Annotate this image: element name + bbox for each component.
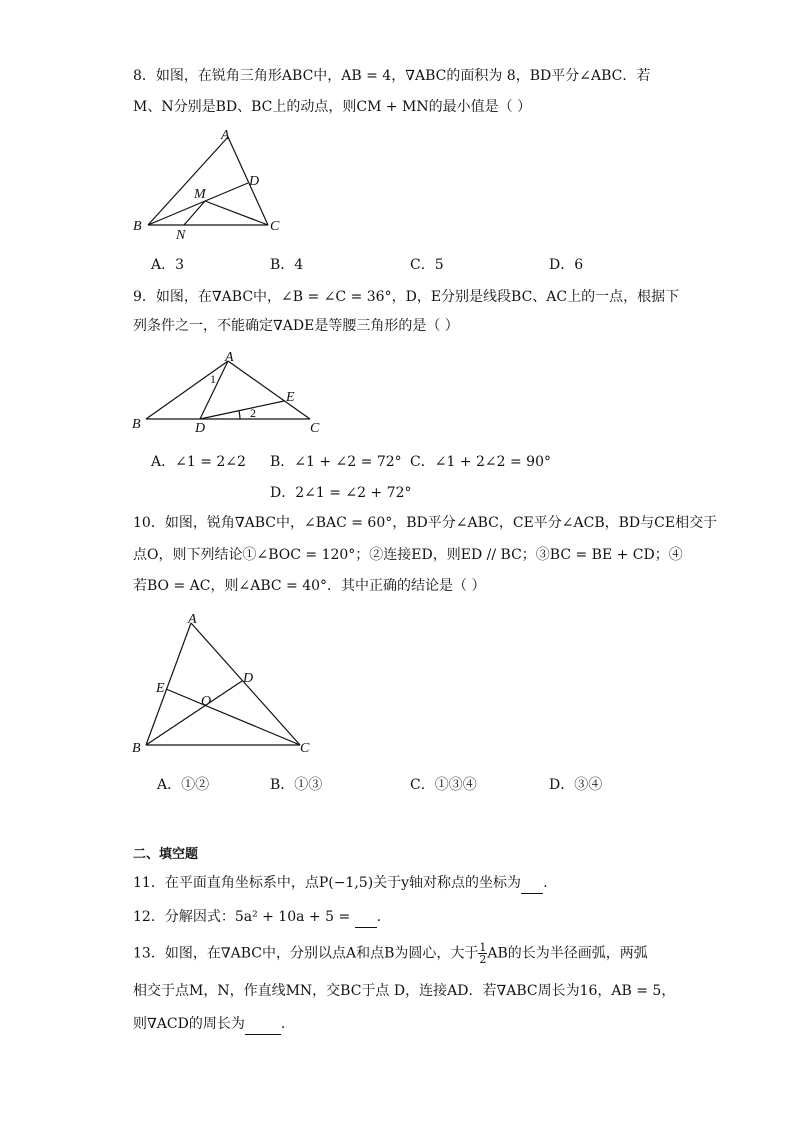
q13-line3-text: 则∇ACD的周长为 (133, 1016, 245, 1032)
q8-label-b: B (133, 219, 142, 234)
q10-line2: 点O，则下列结论①∠BOC = 120°；②连接ED，则ED // BC；③BC = BE + CD；④ (133, 547, 683, 563)
q12-answer-blank[interactable] (355, 907, 377, 928)
q9-label-angle-1: 1 (210, 372, 216, 386)
q10-side-ab (146, 623, 191, 745)
q9-label-d: D (195, 421, 206, 435)
q13-fraction (478, 942, 487, 965)
q13-answer-blank[interactable] (245, 1014, 281, 1035)
q10-label-a: A (188, 612, 197, 627)
q9-option-a[interactable]: A．∠1 = 2∠2 (151, 454, 246, 470)
q9-label-angle-2: 2 (250, 406, 256, 420)
q12-end: . (376, 909, 382, 925)
q11-answer-blank[interactable] (521, 873, 543, 894)
q10-line3: 若BO = AC，则∠ABC = 40°．其中正确的结论是（ ） (133, 578, 486, 594)
q10-label-d: D (243, 671, 254, 686)
q10-label-b: B (132, 741, 141, 755)
q9-option-b[interactable]: B．∠1 + ∠2 = 72° (270, 454, 402, 470)
q13-line2: 相交于点M，N，作直线MN，交BC于点 D，连接AD．若∇ABC周长为16，AB = 5， (133, 983, 676, 999)
q11-end: . (543, 875, 548, 891)
q10-option-d[interactable]: D．③④ (549, 777, 603, 793)
q9-segment-de (200, 401, 284, 419)
q8-figure (128, 125, 298, 245)
q9-line1: 9．如图，在∇ABC中，∠B = ∠C = 36°，D，E分别是线段BC、AC上的一点，根据下 (133, 289, 680, 305)
q9-side-ab (146, 361, 228, 419)
q8-label-d: D (249, 174, 260, 189)
q8-option-c[interactable]: C．5 (410, 257, 444, 273)
q10-label-c: C (300, 741, 310, 755)
q11-line (133, 873, 548, 894)
q9-label-c: C (310, 421, 320, 435)
q12-text: 12．分解因式：5a² + 10a + 5 = (133, 909, 351, 925)
q13-end: . (280, 1016, 286, 1032)
q10-option-a[interactable]: A．①② (157, 777, 210, 793)
q10-option-c[interactable]: C．①③④ (410, 777, 477, 793)
q9-option-d[interactable]: D．2∠1 = ∠2 + 72° (270, 485, 412, 501)
q8-side-ab (148, 137, 228, 225)
q9-label-b: B (132, 417, 141, 432)
q10-line1: 10．如图，锐角∇ABC中，∠BAC = 60°，BD平分∠ABC，CE平分∠ACB，BD与CE相交于 (133, 515, 718, 531)
q9-line2: 列条件之一，不能确定∇ADE是等腰三角形的是（ ） (133, 318, 459, 334)
q10-label-o: O (201, 694, 212, 709)
q8-option-b[interactable]: B．4 (270, 257, 304, 273)
q9-label-e: E (286, 390, 295, 405)
q8-option-a[interactable]: A．3 (151, 257, 185, 273)
q9-option-c[interactable]: C．∠1 + 2∠2 = 90° (410, 454, 551, 470)
q10-figure (128, 605, 328, 755)
q13-line3 (133, 1014, 285, 1035)
q9-figure (128, 345, 328, 435)
q10-segment-ce (166, 689, 300, 745)
q8-line1: 8．如图，在锐角三角形ABC中，AB = 4，∇ABC的面积为 8，BD平分∠ABC．若 (133, 68, 651, 84)
q13-line1 (133, 942, 648, 965)
q8-label-n: N (176, 228, 186, 243)
q9-segment-ad (200, 361, 228, 419)
q13-frac-top: 1 (479, 941, 487, 954)
q10-option-b[interactable]: B．①③ (270, 777, 323, 793)
section-title: 二、填空题 (133, 847, 199, 862)
q8-label-c: C (270, 219, 280, 234)
q11-text: 11．在平面直角坐标系中，点P(−1,5)关于y轴对称点的坐标为 (133, 875, 522, 891)
q13-line1-post: AB的长为半径画弧，两弧 (487, 945, 648, 962)
q12-line (133, 907, 381, 928)
q10-label-e: E (156, 681, 165, 696)
q8-label-a: A (221, 128, 230, 143)
q9-angle-2-arc (239, 411, 240, 419)
q8-segment-mn (184, 201, 205, 225)
q8-line2: M、N分别是BD、BC上的动点，则CM + MN的最小值是（ ） (133, 99, 532, 115)
q8-option-d[interactable]: D．6 (549, 257, 584, 273)
q8-label-m: M (194, 187, 206, 202)
q13-line1-pre: 13．如图，在∇ABC中，分别以点A和点B为圆心，大于 (133, 945, 479, 962)
q9-label-a: A (225, 350, 234, 365)
q13-frac-bottom: 2 (479, 953, 487, 966)
